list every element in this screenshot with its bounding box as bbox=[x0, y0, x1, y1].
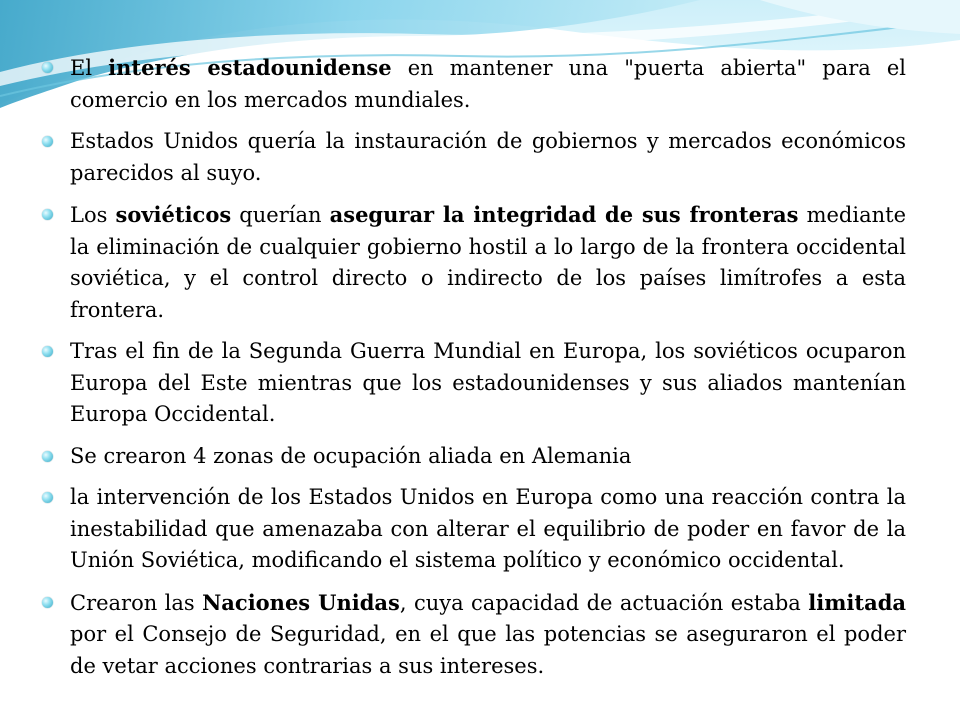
bullet-text-segment: la intervención de los Estados Unidos en Europa como una reacción contra la inestabilidad que amenazaba con alterar el equilibrio de poder en favor de la Unión Soviética, modificando el sistema político y económico occidental. bbox=[70, 485, 906, 572]
bullet-dot-icon bbox=[42, 597, 53, 608]
bullet-dot-icon bbox=[42, 209, 53, 220]
bullet-bold-segment: soviéticos bbox=[115, 202, 232, 227]
bullet-text bbox=[70, 485, 906, 572]
bullet-text-segment: Tras el fin de la Segunda Guerra Mundial en Europa, los soviéticos ocuparon Europa del Este mientras que los estadounidenses y sus aliados mantenían Europa Occidental. bbox=[70, 339, 906, 426]
bullet-text bbox=[70, 129, 906, 185]
bullet-text-segment: Estados Unidos quería la instauración de gobiernos y mercados económicos parecidos al suyo. bbox=[70, 129, 906, 185]
bullet-item bbox=[36, 336, 906, 431]
bullet-text bbox=[70, 444, 631, 468]
bullet-item bbox=[36, 482, 906, 577]
bullet-dot-icon bbox=[42, 136, 53, 147]
bullet-item bbox=[36, 52, 906, 116]
bullet-text bbox=[70, 339, 906, 426]
bullet-text bbox=[70, 56, 906, 112]
bullet-dot-icon bbox=[42, 451, 53, 462]
bullet-dot-icon bbox=[42, 62, 53, 73]
bullet-item bbox=[36, 126, 906, 189]
bullet-text-segment: en mantener una "puerta abierta" para el comercio en los mercados mundiales. bbox=[70, 56, 906, 112]
bullet-text-segment: Crearon las bbox=[70, 590, 203, 615]
bullet-text-segment: mediante la eliminación de cualquier gobierno hostil a lo largo de la frontera occidental soviética, y el control directo o indirecto de los países limítrofes a esta frontera. bbox=[70, 203, 906, 322]
bullet-item bbox=[36, 199, 906, 326]
bullet-text-segment: por el Consejo de Seguridad, en el que las potencias se aseguraron el poder de vetar acciones contrarias a sus intereses. bbox=[70, 622, 906, 678]
bullet-bold-segment: limitada bbox=[808, 589, 906, 615]
slide-content bbox=[36, 52, 906, 682]
bullet-item bbox=[36, 441, 906, 473]
bullet-text bbox=[70, 203, 906, 322]
bullet-text-segment: Se crearon 4 zonas de ocupación aliada en Alemania bbox=[70, 443, 632, 468]
bullet-dot-icon bbox=[42, 346, 53, 357]
bullet-text-segment: , cuya capacidad de actuación estaba bbox=[399, 590, 809, 615]
bullet-item bbox=[36, 587, 906, 683]
bullet-text-segment: El bbox=[70, 56, 109, 80]
bullet-dot-icon bbox=[42, 492, 53, 503]
bullet-list bbox=[36, 52, 906, 682]
bullet-text-segment: Los bbox=[70, 203, 116, 227]
bullet-bold-segment: interés estadounidense bbox=[108, 55, 392, 80]
bullet-text bbox=[70, 591, 906, 678]
bullet-bold-segment: Naciones Unidas bbox=[202, 589, 400, 615]
bullet-bold-segment: asegurar la integridad de sus fronteras bbox=[329, 202, 799, 227]
bullet-text-segment: querían bbox=[231, 203, 330, 227]
